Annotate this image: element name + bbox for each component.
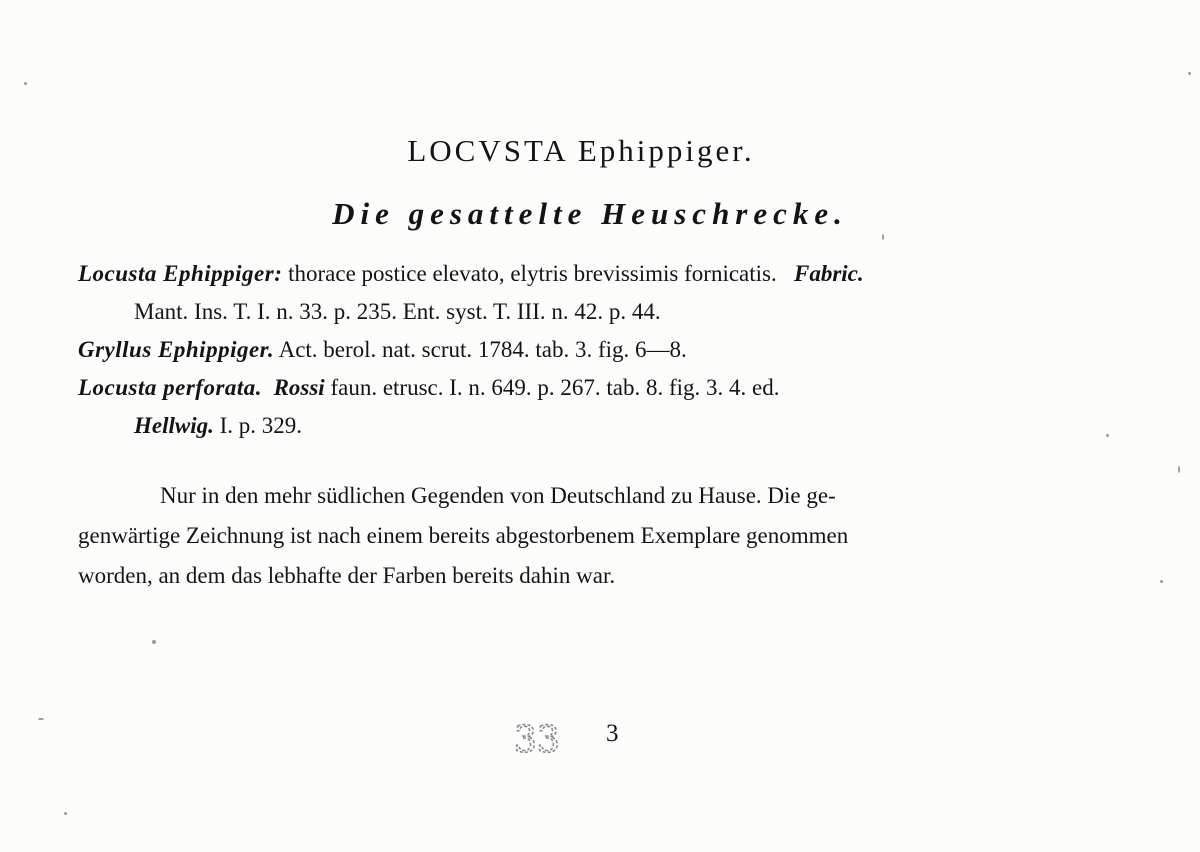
paper-speck [1178,466,1180,473]
synonym-continuation [78,407,1118,445]
synonym-text: I. p. 329. [219,413,303,438]
synonym-name: Locusta perforata. [78,375,263,400]
synonym-name: Locusta Ephippiger: [78,261,283,286]
synonym-author: Hellwig. [134,413,214,438]
title-genus: LOCVSTA [407,133,568,168]
page-title [0,133,1162,169]
synonym-name: Gryllus Ephippiger. [78,337,275,362]
paper-speck [38,718,44,720]
synonym-author: Fabric. [793,261,864,286]
description-paragraph [78,476,1118,596]
paper-speck [1160,580,1163,583]
paragraph-line: genwärtige Zeichnung ist nach einem bereits abgestorbenem Exemplare genommen [78,523,849,548]
paper-speck [64,812,67,815]
paper-speck [1188,72,1191,75]
page-subtitle: Die gesattelte Heuschrecke. [332,196,848,231]
paper-speck [152,640,156,644]
synonym-text: thorace postice elevato, elytris brevissimis fornicatis. [288,261,777,286]
synonym-text: faun. etrusc. I. n. 649. p. 267. tab. 8. fig. 3. 4. ed. [330,375,780,400]
synonym-continuation: Mant. Ins. T. I. n. 33. p. 235. Ent. syst. T. III. n. 42. p. 44. [134,299,661,324]
page-number: 3 [606,720,619,747]
synonym-entry [78,331,1118,369]
paragraph-line: Nur in den mehr südlichen Gegenden von Deutschland zu Hause. Die ge- [160,483,836,508]
stamp-text: 33 [514,720,560,761]
paper-speck [1106,434,1109,437]
paper-speck [882,234,884,240]
synonym-list [78,255,1118,445]
synonym-entry [78,369,1118,407]
synonym-author: Rossi [273,375,325,400]
title-species: Ephippiger. [577,133,755,168]
synonym-text: Act. berol. nat. scrut. 1784. tab. 3. fig. 6—8. [278,337,687,362]
paragraph-line: worden, an dem das lebhafte der Farben bereits dahin war. [78,563,616,588]
synonym-entry [78,255,1118,293]
paper-speck [24,82,27,85]
faded-stamp-mark [510,712,570,768]
